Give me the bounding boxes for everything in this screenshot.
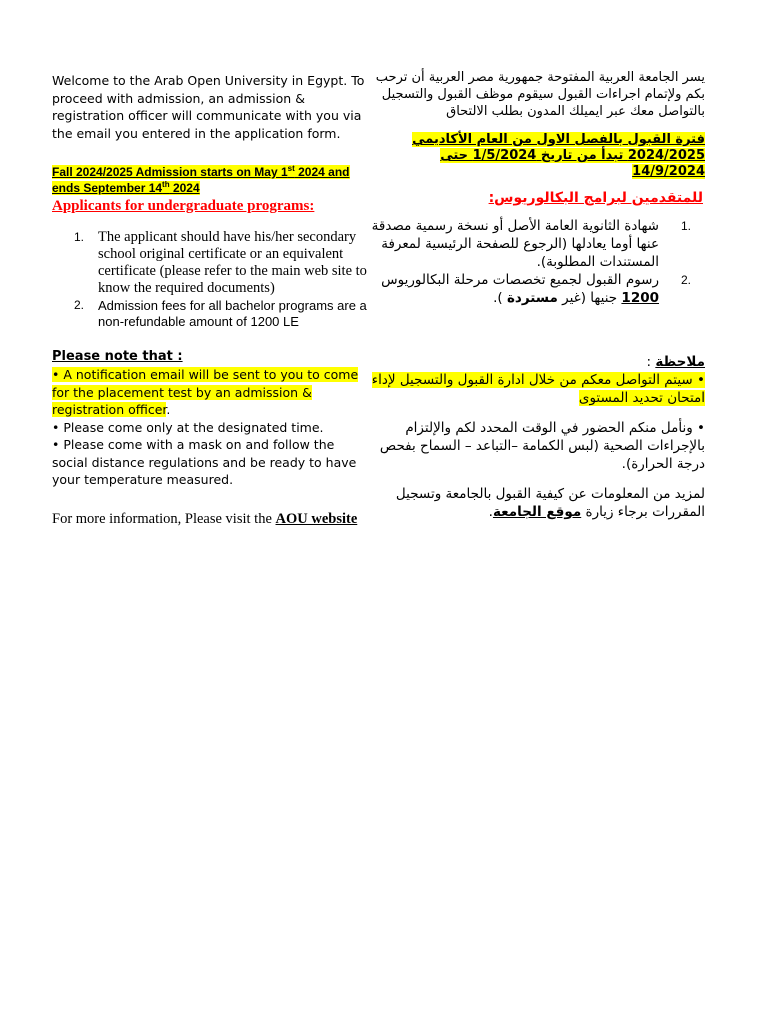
arabic-column [368,66,705,521]
university-website-link[interactable]: موقع الجامعة [492,504,582,520]
english-note-mask: • Please come with a mask on and follow the social distance regulations and be ready to have your temperature measured. [52,437,357,487]
english-admission-period: Fall 2024/2025 Admission starts on May 1st 2024 and ends September 14th 2024 [52,164,350,195]
fee-amount: 1200 [621,290,659,306]
list-item: 2. رسوم القبول لجميع تخصصات مرحلة البكالوريوس 1200 جنيها (غير مستردة ). [381,272,691,306]
arabic-admission-period: فترة القبول بالفصل الاول من العام الأكاديمي 2024/2025 تبدأ من تاريخ 1/5/2024 حتى 14/9/2024 [412,132,705,179]
english-note-heading: Please note that : [52,349,183,364]
list-item: 1. The applicant should have his/her secondary school original certificate or an equivalent certificate (please refer to the main web site to know the required documents) [74,229,367,296]
arabic-requirements-list [368,217,705,307]
list-item: 2. Admission fees for all bachelor programs are a non-refundable amount of 1200 LE [74,298,367,329]
english-note-email: • A notification email will be sent to you to come for the placement test by an admission & registration officer. [52,367,359,417]
english-column [52,66,368,528]
list-item: 1. شهادة الثانوية العامة الأصل أو نسخة رسمية مصدقة عنها أوما يعادلها (الرجوع للصفحة الرئيسية لمعرفة المستندات المطلوبة). [371,218,691,270]
english-note-time: • Please come only at the designated time. [52,419,324,435]
arabic-note-time: • ونأمل منكم الحضور في الوقت المحدد لكم والإلتزام بالإجراءات الصحية (لبس الكمامة –التباعد – السماح بفحص درجة الحرارة). [379,420,705,472]
arabic-note-email: • سيتم التواصل معكم من خلال ادارة القبول والتسجيل لإداء امتحان تحديد المستوى [371,372,705,406]
arabic-applicants-heading: للمتقدمين لبرامج البكالوريوس: [488,190,703,206]
arabic-intro: يسر الجامعة العربية المفتوحة جمهورية مصر العربية أن ترحب بكم ولإتمام اجراءات القبول سيقوم موظف القبول والتسجيل بالتواصل معك عبر ايميلك المدون بطلب الالتحاق [375,70,705,119]
english-requirements-list [52,229,368,329]
english-more-info: For more information, Please visit the AOU website [52,510,358,527]
aou-website-link[interactable]: AOU website [275,510,358,527]
english-intro: Welcome to the Arab Open University in Egypt. To proceed with admission, an admission & registration officer will communicate with you via the email you entered in the application form. [52,73,365,141]
arabic-note-heading: ملاحظة : [646,354,705,370]
arabic-more-info: لمزيد من المعلومات عن كيفية القبول بالجامعة وتسجيل المقررات برجاء زيارة موقع الجامعة. [395,486,705,520]
english-applicants-heading: Applicants for undergraduate programs: [52,198,315,214]
